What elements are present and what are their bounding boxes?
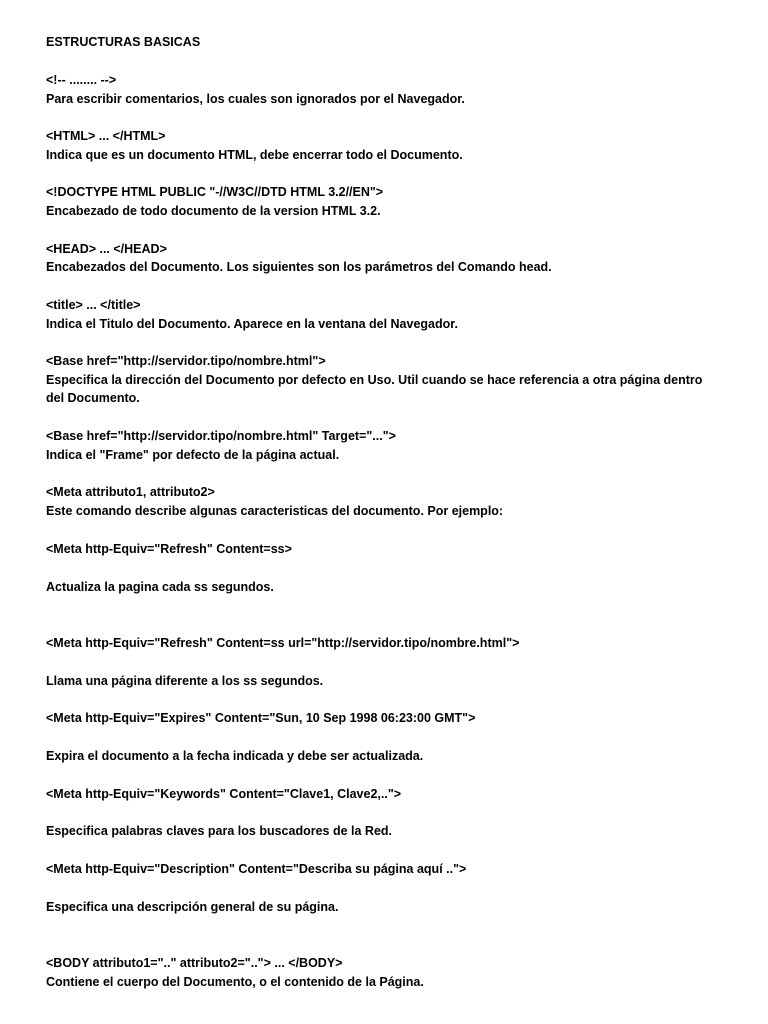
tag-meta-keywords: <Meta http-Equiv="Keywords" Content="Clave1, Clave2,.."> [46,787,402,801]
tag-html: <HTML> ... </HTML> [46,129,166,143]
tag-doctype: <!DOCTYPE HTML PUBLIC "-//W3C//DTD HTML 3.2//EN"> [46,185,384,199]
desc-meta-expires: Expira el documento a la fecha indicada y debe ser actualizada. [46,749,424,763]
tag-meta-refresh: <Meta http-Equiv="Refresh" Content=ss> [46,542,292,556]
tag-comment: <!-- ........ --> [46,73,117,87]
desc-html: Indica que es un documento HTML, debe encerrar todo el Documento. [46,148,463,162]
desc-meta: Este comando describe algunas caracteristicas del documento. Por ejemplo: [46,504,504,518]
desc-doctype: Encabezado de todo documento de la version HTML 3.2. [46,204,381,218]
tag-head: <HEAD> ... </HEAD> [46,242,167,256]
desc-base-target: Indica el "Frame" por defecto de la página actual. [46,448,340,462]
tag-meta: <Meta attributo1, attributo2> [46,485,215,499]
desc-title: Indica el Titulo del Documento. Aparece en la ventana del Navegador. [46,317,458,331]
desc-meta-refresh-url: Llama una página diferente a los ss segundos. [46,674,324,688]
tag-base-href: <Base href="http://servidor.tipo/nombre.html"> [46,354,326,368]
desc-base-href-line2: del Documento. [46,391,140,405]
tag-meta-expires: <Meta http-Equiv="Expires" Content="Sun, 10 Sep 1998 06:23:00 GMT"> [46,711,476,725]
desc-body: Contiene el cuerpo del Documento, o el contenido de la Página. [46,975,424,989]
document-title: ESTRUCTURAS BASICAS [46,35,201,49]
tag-base-target: <Base href="http://servidor.tipo/nombre.html" Target="..."> [46,429,396,443]
tag-title: <title> ... </title> [46,298,141,312]
tag-body: <BODY attributo1=".." attributo2=".."> ... </BODY> [46,956,343,970]
desc-meta-keywords: Especifica palabras claves para los buscadores de la Red. [46,824,393,838]
desc-base-href-line1: Especifica la dirección del Documento por defecto en Uso. Util cuando se hace referencia a otra página dentro [46,373,703,387]
tag-meta-refresh-url: <Meta http-Equiv="Refresh" Content=ss url="http://servidor.tipo/nombre.html"> [46,636,520,650]
desc-meta-description: Especifica una descripción general de su página. [46,900,339,914]
desc-head: Encabezados del Documento. Los siguientes son los parámetros del Comando head. [46,260,552,274]
tag-meta-description: <Meta http-Equiv="Description" Content="Describa su página aquí .."> [46,862,467,876]
desc-comment: Para escribir comentarios, los cuales son ignorados por el Navegador. [46,92,465,106]
desc-meta-refresh: Actualiza la pagina cada ss segundos. [46,580,274,594]
